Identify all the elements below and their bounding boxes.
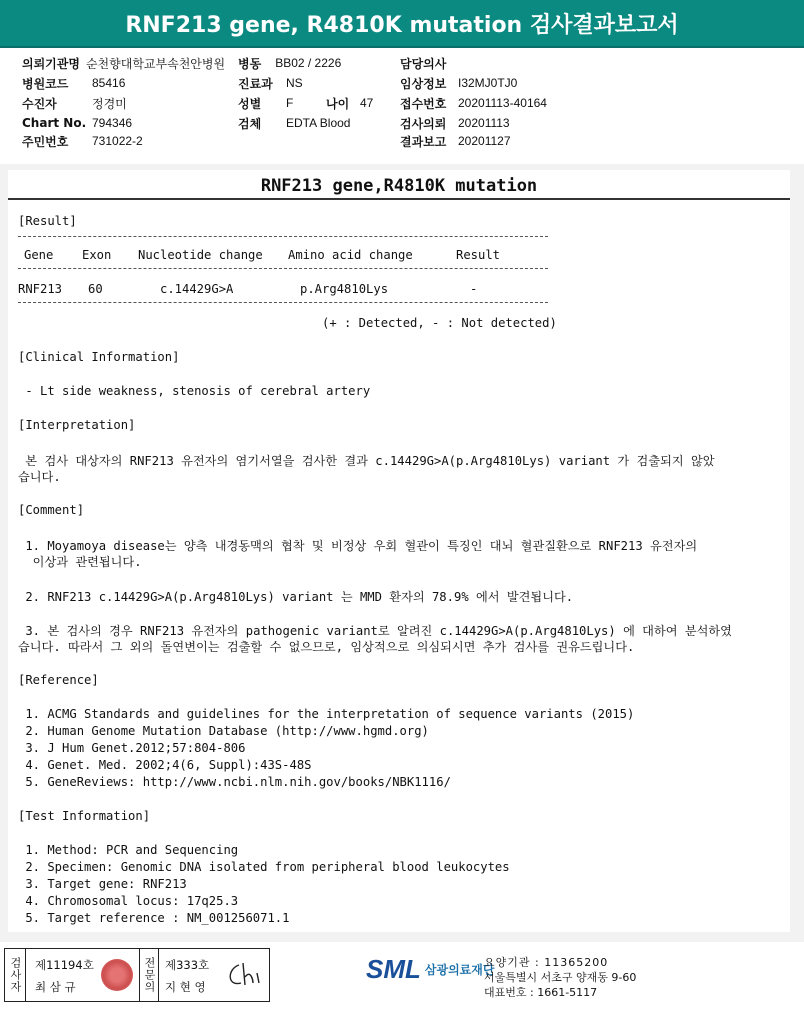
hospital-value: 순천향대학교부속천안병원 bbox=[85, 56, 226, 71]
clinical-heading: [Clinical Information] bbox=[18, 350, 180, 364]
report-date-label: 결과보고 bbox=[400, 134, 447, 149]
hospital-field bbox=[22, 54, 225, 72]
dept-label: 진료과 bbox=[238, 76, 273, 91]
col-gene: Gene bbox=[24, 248, 54, 262]
age-field bbox=[326, 94, 373, 112]
age-value: 47 bbox=[360, 96, 374, 110]
specialist-label-text: 전문의 bbox=[143, 957, 156, 993]
report-header-title: RNF213 gene, R4810K mutation 검사결과보고서 bbox=[125, 12, 679, 38]
request-field bbox=[400, 114, 510, 132]
clinical-code-field bbox=[400, 74, 517, 92]
receipt-label: 접수번호 bbox=[400, 96, 447, 111]
age-label: 나이 bbox=[326, 96, 350, 111]
resident-id-field bbox=[22, 132, 143, 150]
test-info-item: 5. Target reference : NM_001256071.1 bbox=[18, 911, 290, 925]
reference-heading: [Reference] bbox=[18, 673, 99, 687]
specialist-label bbox=[139, 949, 159, 1001]
dept-field bbox=[238, 74, 303, 92]
clinical-code-value: I32MJ0TJ0 bbox=[458, 76, 518, 90]
title-divider bbox=[8, 198, 790, 200]
ward-value: BB02 / 2226 bbox=[275, 56, 342, 70]
specialist-name: 지 현 영 bbox=[165, 980, 206, 994]
result-heading: [Result] bbox=[18, 214, 77, 228]
code-label: 병원코드 bbox=[22, 76, 69, 91]
doctor-label: 담당의사 bbox=[400, 56, 447, 71]
signature-box bbox=[4, 948, 270, 1002]
dept-value: NS bbox=[286, 76, 303, 90]
test-info-item: 4. Chromosomal locus: 17q25.3 bbox=[18, 894, 239, 908]
chart-field bbox=[22, 114, 132, 132]
reference-item: 1. ACMG Standards and guidelines for the interpretation of sequence variants (2015) bbox=[18, 707, 635, 721]
row-amino: p.Arg4810Lys bbox=[300, 282, 389, 296]
comment-heading: [Comment] bbox=[18, 503, 85, 517]
report-title: RNF213 gene,R4810K mutation bbox=[260, 176, 538, 196]
request-value: 20201113 bbox=[458, 116, 510, 130]
examiner-seal bbox=[101, 959, 133, 991]
sml-logo bbox=[366, 954, 494, 985]
code-field bbox=[22, 74, 125, 92]
patient-info-panel bbox=[0, 48, 804, 164]
row-gene: RNF213 bbox=[18, 282, 63, 296]
report-footer bbox=[0, 942, 804, 1011]
examiner-license: 제11194호 bbox=[35, 958, 94, 972]
name-value: 정경미 bbox=[92, 96, 127, 111]
interpretation-heading: [Interpretation] bbox=[18, 418, 136, 432]
chart-value: 794346 bbox=[92, 116, 133, 130]
comment-3-line-1: 3. 본 검사의 경우 RNF213 유전자의 pathogenic variant로 알려진 c.14429G>A(p.Arg4810Lys) 에 대하여 분석하였 bbox=[18, 624, 732, 638]
examiner-label-text: 검사자 bbox=[9, 957, 22, 993]
report-date-field bbox=[400, 132, 511, 150]
reference-item: 2. Human Genome Mutation Database (http://www.hgmd.org) bbox=[18, 724, 429, 738]
interpretation-line-2: 습니다. bbox=[18, 470, 61, 484]
foundation-name: 삼광의료재단 bbox=[424, 963, 495, 977]
row-nucleotide: c.14429G>A bbox=[160, 282, 234, 296]
sex-value: F bbox=[286, 96, 294, 110]
code-value: 85416 bbox=[92, 76, 126, 90]
specialist-signature bbox=[223, 959, 263, 991]
sex-label: 성별 bbox=[238, 96, 262, 111]
resident-id-value: 731022-2 bbox=[92, 134, 143, 148]
report-body bbox=[8, 170, 790, 932]
receipt-value: 20201113-40164 bbox=[458, 96, 547, 110]
col-nucleotide: Nucleotide change bbox=[138, 248, 263, 262]
table-top-rule bbox=[18, 236, 548, 237]
specimen-field bbox=[238, 114, 350, 132]
test-info-item: 2. Specimen: Genomic DNA isolated from peripheral blood leukocytes bbox=[18, 860, 510, 874]
reference-item: 4. Genet. Med. 2002;4(6, Suppl):43S-48S bbox=[18, 758, 312, 772]
table-bottom-rule bbox=[18, 302, 548, 303]
test-info-item: 3. Target gene: RNF213 bbox=[18, 877, 187, 891]
specimen-value: EDTA Blood bbox=[286, 116, 351, 130]
reference-item: 3. J Hum Genet.2012;57:804-806 bbox=[18, 741, 246, 755]
specialist-license: 제333호 bbox=[165, 958, 210, 972]
receipt-field bbox=[400, 94, 547, 112]
name-label: 수진자 bbox=[22, 96, 57, 111]
ward-label: 병동 bbox=[238, 56, 262, 71]
institution-phone: 대표번호 : 1661-5117 bbox=[484, 986, 598, 999]
interpretation-line-1: 본 검사 대상자의 RNF213 유전자의 염기서열을 검사한 결과 c.14429G>A(p.Arg4810Lys) variant 가 검출되지 않았 bbox=[18, 454, 715, 468]
examiner-label bbox=[5, 949, 26, 1001]
comment-1-line-2: 이상과 관련됩니다. bbox=[18, 555, 142, 569]
clinical-text: - Lt side weakness, stenosis of cerebral artery bbox=[18, 384, 371, 398]
row-exon: 60 bbox=[88, 282, 103, 296]
ward-field bbox=[238, 54, 341, 72]
resident-id-label: 주민번호 bbox=[22, 134, 69, 149]
comment-1-line-1: 1. Moyamoya disease는 양측 내경동맥의 협착 및 비정상 우회 혈관이 특징인 대뇌 혈관질환으로 RNF213 유전자의 bbox=[18, 539, 698, 553]
name-field bbox=[22, 94, 127, 112]
row-result: - bbox=[470, 282, 478, 296]
test-info-heading: [Test Information] bbox=[18, 809, 151, 823]
comment-2: 2. RNF213 c.14429G>A(p.Arg4810Lys) variant 는 MMD 환자의 78.9% 에서 발견됩니다. bbox=[18, 590, 574, 604]
clinical-code-label: 임상정보 bbox=[400, 76, 447, 91]
hospital-label: 의뢰기관명 bbox=[22, 56, 80, 71]
institution-address: 서울특별시 서초구 양재동 9-60 bbox=[484, 971, 637, 984]
col-exon: Exon bbox=[82, 248, 112, 262]
table-header-rule bbox=[18, 268, 548, 269]
request-label: 검사의뢰 bbox=[400, 116, 447, 131]
report-header bbox=[0, 0, 804, 48]
col-amino: Amino acid change bbox=[288, 248, 413, 262]
chart-label: Chart No. bbox=[22, 116, 87, 130]
sex-field bbox=[238, 94, 293, 112]
sml-logo-text: SML bbox=[366, 954, 421, 984]
institution-code: 요양기관 : 11365200 bbox=[484, 956, 609, 969]
test-info-item: 1. Method: PCR and Sequencing bbox=[18, 843, 239, 857]
comment-3-line-2: 습니다. 따라서 그 외의 돌연변이는 검출할 수 없으므로, 임상적으로 의심되시면 추가 검사를 권유드립니다. bbox=[18, 640, 635, 654]
examiner-name: 최 삼 규 bbox=[35, 980, 76, 994]
specimen-label: 검체 bbox=[238, 116, 262, 131]
doctor-field bbox=[400, 54, 446, 72]
legend-text: (+ : Detected, - : Not detected) bbox=[322, 316, 557, 330]
report-date-value: 20201127 bbox=[458, 134, 511, 148]
col-result: Result bbox=[456, 248, 501, 262]
reference-item: 5. GeneReviews: http://www.ncbi.nlm.nih.gov/books/NBK1116/ bbox=[18, 775, 451, 789]
